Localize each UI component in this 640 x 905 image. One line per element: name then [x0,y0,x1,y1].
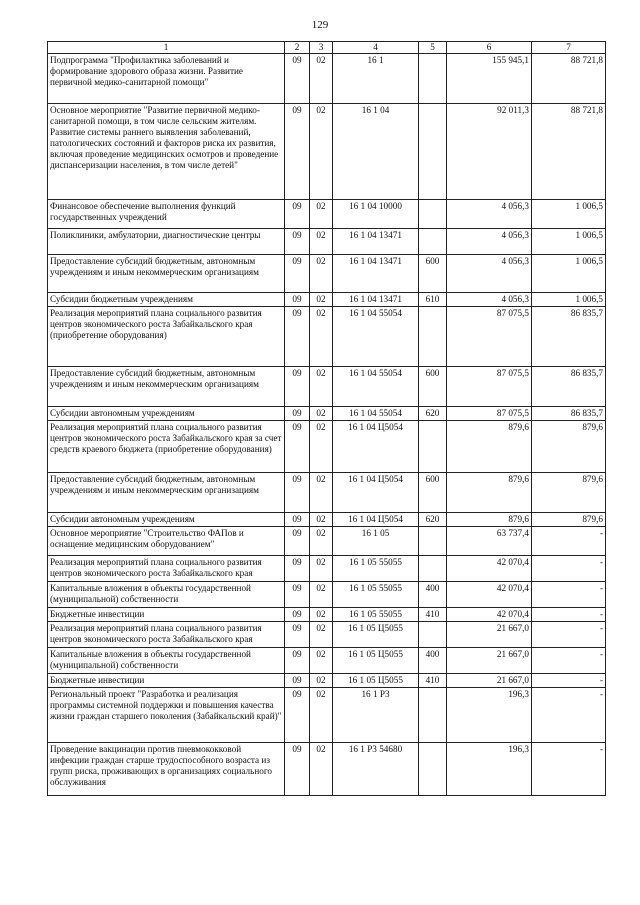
cell-name: Реализация мероприятий плана социального развития центров экономического роста Забайкальского края за счет средств краевого бюджета (приобретение оборудования) [48,421,285,473]
cell-subsection: 02 [310,674,333,688]
cell-amount-year-2: 86 835,7 [532,307,606,367]
cell-target-article: 16 1 05 55055 [333,582,419,608]
cell-amount-year-1: 92 011,3 [447,104,532,200]
cell-expense-type [419,556,447,582]
cell-amount-year-2: 1 006,5 [532,293,606,307]
cell-expense-type: 620 [419,407,447,421]
cell-amount-year-2: - [532,674,606,688]
cell-name: Предоставление субсидий бюджетным, автономным учреждениям и иным некоммерческим организациям [48,255,285,293]
cell-target-article: 16 1 04 13471 [333,293,419,307]
cell-name: Региональный проект "Разработка и реализация программы системной поддержки и повышения качества жизни граждан старшего поколения (Забайкальский край)" [48,688,285,743]
cell-amount-year-1: 87 075,5 [447,367,532,407]
header-col-3: 3 [310,42,333,54]
cell-target-article: 16 1 04 Ц5054 [333,513,419,527]
cell-subsection: 02 [310,688,333,743]
cell-subsection: 02 [310,556,333,582]
cell-section: 09 [285,674,310,688]
cell-section: 09 [285,648,310,674]
cell-expense-type [419,104,447,200]
table-row [48,622,606,648]
cell-expense-type: 410 [419,674,447,688]
table-row [48,307,606,367]
table-row [48,229,606,255]
cell-amount-year-1: 196,3 [447,743,532,796]
cell-target-article: 16 1 P3 54680 [333,743,419,796]
cell-section: 09 [285,688,310,743]
cell-amount-year-2: - [532,582,606,608]
cell-amount-year-1: 879,6 [447,473,532,513]
cell-name: Субсидии бюджетным учреждениям [48,293,285,307]
cell-name: Предоставление субсидий бюджетным, автономным учреждениям и иным некоммерческим организациям [48,367,285,407]
cell-expense-type [419,527,447,556]
cell-expense-type [419,229,447,255]
cell-name: Реализация мероприятий плана социального развития центров экономического роста Забайкальского края [48,622,285,648]
cell-name: Субсидии автономным учреждениям [48,407,285,421]
cell-name: Основное мероприятие "Строительство ФАПов и оснащение медицинским оборудованием" [48,527,285,556]
cell-amount-year-2: - [532,556,606,582]
cell-amount-year-1: 21 667,0 [447,674,532,688]
cell-target-article: 16 1 05 [333,527,419,556]
table-row [48,674,606,688]
table-row [48,688,606,743]
cell-amount-year-1: 63 737,4 [447,527,532,556]
cell-name: Подпрограмма "Профилактика заболеваний и формирование здорового образа жизни. Развитие первичной медико-санитарной помощи" [48,54,285,104]
table-row [48,200,606,229]
cell-subsection: 02 [310,421,333,473]
header-col-4: 4 [333,42,419,54]
cell-name: Капитальные вложения в объекты государственной (муниципальной) собственности [48,582,285,608]
cell-name: Поликлиники, амбулатории, диагностические центры [48,229,285,255]
cell-name: Бюджетные инвестиции [48,674,285,688]
cell-section: 09 [285,307,310,367]
cell-target-article: 16 1 04 [333,104,419,200]
cell-section: 09 [285,608,310,622]
cell-amount-year-2: 1 006,5 [532,229,606,255]
cell-amount-year-2: - [532,648,606,674]
cell-subsection: 02 [310,104,333,200]
cell-target-article: 16 1 05 55055 [333,556,419,582]
cell-amount-year-1: 21 667,0 [447,622,532,648]
cell-name: Основное мероприятие "Развитие первичной медико-санитарной помощи, в том числе сельским жителям. Развитие системы раннего выявления заболеваний, патологических состояний и факторов риска их развития, включая проведение медицинских осмотров и проведение диспансеризации населения, в том числе детей" [48,104,285,200]
cell-name: Капитальные вложения в объекты государственной (муниципальной) собственности [48,648,285,674]
cell-section: 09 [285,54,310,104]
cell-section: 09 [285,582,310,608]
cell-amount-year-2: 879,6 [532,473,606,513]
cell-section: 09 [285,556,310,582]
table-row [48,104,606,200]
cell-amount-year-2: 1 006,5 [532,200,606,229]
cell-subsection: 02 [310,407,333,421]
header-col-1: 1 [48,42,285,54]
cell-section: 09 [285,743,310,796]
header-row [48,42,606,54]
table-row [48,255,606,293]
cell-section: 09 [285,527,310,556]
cell-amount-year-2: 1 006,5 [532,255,606,293]
header-col-5: 5 [419,42,447,54]
table-row [48,556,606,582]
cell-expense-type [419,54,447,104]
cell-section: 09 [285,513,310,527]
cell-amount-year-1: 21 667,0 [447,648,532,674]
table-row [48,473,606,513]
cell-amount-year-1: 879,6 [447,421,532,473]
cell-expense-type [419,622,447,648]
cell-target-article: 16 1 04 10000 [333,200,419,229]
cell-expense-type: 600 [419,255,447,293]
cell-amount-year-1: 42 070,4 [447,556,532,582]
cell-target-article: 16 1 04 Ц5054 [333,421,419,473]
cell-section: 09 [285,473,310,513]
cell-section: 09 [285,421,310,473]
cell-expense-type: 610 [419,293,447,307]
cell-amount-year-1: 155 945,1 [447,54,532,104]
cell-expense-type [419,743,447,796]
cell-expense-type: 400 [419,582,447,608]
cell-amount-year-1: 42 070,4 [447,608,532,622]
table-row [48,407,606,421]
cell-target-article: 16 1 05 Ц5055 [333,648,419,674]
cell-target-article: 16 1 05 55055 [333,608,419,622]
cell-subsection: 02 [310,229,333,255]
cell-expense-type [419,307,447,367]
cell-name: Реализация мероприятий плана социального развития центров экономического роста Забайкальского края [48,556,285,582]
cell-target-article: 16 1 04 13471 [333,229,419,255]
cell-section: 09 [285,200,310,229]
cell-target-article: 16 1 04 55054 [333,367,419,407]
cell-subsection: 02 [310,200,333,229]
cell-section: 09 [285,367,310,407]
cell-amount-year-2: 879,6 [532,421,606,473]
cell-amount-year-2: 86 835,7 [532,367,606,407]
cell-subsection: 02 [310,293,333,307]
cell-subsection: 02 [310,622,333,648]
cell-subsection: 02 [310,513,333,527]
cell-name: Финансовое обеспечение выполнения функций государственных учреждений [48,200,285,229]
cell-target-article: 16 1 05 Ц5055 [333,622,419,648]
cell-amount-year-1: 4 056,3 [447,255,532,293]
cell-expense-type [419,688,447,743]
header-col-6: 6 [447,42,532,54]
cell-name: Реализация мероприятий плана социального развития центров экономического роста Забайкальского края (приобретение оборудования) [48,307,285,367]
cell-name: Бюджетные инвестиции [48,608,285,622]
cell-amount-year-2: 88 721,8 [532,104,606,200]
cell-subsection: 02 [310,473,333,513]
cell-expense-type [419,200,447,229]
cell-amount-year-1: 196,3 [447,688,532,743]
cell-subsection: 02 [310,648,333,674]
cell-name: Проведение вакцинации против пневмококковой инфекции граждан старше трудоспособного возраста из групп риска, проживающих в организациях социального обслуживания [48,743,285,796]
cell-amount-year-2: - [532,527,606,556]
cell-expense-type: 400 [419,648,447,674]
cell-amount-year-2: - [532,688,606,743]
page-number: 129 [311,19,329,31]
cell-subsection: 02 [310,54,333,104]
cell-subsection: 02 [310,527,333,556]
cell-amount-year-2: 86 835,7 [532,407,606,421]
cell-amount-year-1: 4 056,3 [447,200,532,229]
cell-amount-year-1: 879,6 [447,513,532,527]
cell-subsection: 02 [310,582,333,608]
header-col-7: 7 [532,42,606,54]
cell-target-article: 16 1 04 55054 [333,407,419,421]
cell-target-article: 16 1 04 Ц5054 [333,473,419,513]
cell-target-article: 16 1 P3 [333,688,419,743]
table-row [48,608,606,622]
table-row [48,513,606,527]
table-row [48,527,606,556]
cell-section: 09 [285,255,310,293]
cell-subsection: 02 [310,367,333,407]
cell-name: Субсидии автономным учреждениям [48,513,285,527]
cell-amount-year-2: 88 721,8 [532,54,606,104]
cell-amount-year-2: - [532,743,606,796]
cell-name: Предоставление субсидий бюджетным, автономным учреждениям и иным некоммерческим организациям [48,473,285,513]
cell-section: 09 [285,622,310,648]
cell-amount-year-1: 87 075,5 [447,407,532,421]
table-row [48,648,606,674]
cell-expense-type [419,421,447,473]
cell-section: 09 [285,104,310,200]
table-row [48,582,606,608]
table-row [48,54,606,104]
table-row [48,743,606,796]
cell-amount-year-2: - [532,608,606,622]
cell-expense-type: 620 [419,513,447,527]
cell-target-article: 16 1 [333,54,419,104]
cell-subsection: 02 [310,255,333,293]
cell-subsection: 02 [310,608,333,622]
budget-table [47,41,606,796]
cell-amount-year-1: 42 070,4 [447,582,532,608]
cell-amount-year-1: 87 075,5 [447,307,532,367]
table-row [48,293,606,307]
cell-amount-year-2: - [532,622,606,648]
table-row [48,367,606,407]
cell-amount-year-1: 4 056,3 [447,293,532,307]
cell-section: 09 [285,407,310,421]
cell-expense-type: 600 [419,367,447,407]
cell-expense-type: 600 [419,473,447,513]
cell-amount-year-1: 4 056,3 [447,229,532,255]
header-col-2: 2 [285,42,310,54]
cell-section: 09 [285,293,310,307]
cell-target-article: 16 1 04 13471 [333,255,419,293]
cell-subsection: 02 [310,307,333,367]
cell-target-article: 16 1 04 55054 [333,307,419,367]
cell-target-article: 16 1 05 Ц5055 [333,674,419,688]
cell-subsection: 02 [310,743,333,796]
cell-amount-year-2: 879,6 [532,513,606,527]
cell-section: 09 [285,229,310,255]
table-row [48,421,606,473]
cell-expense-type: 410 [419,608,447,622]
